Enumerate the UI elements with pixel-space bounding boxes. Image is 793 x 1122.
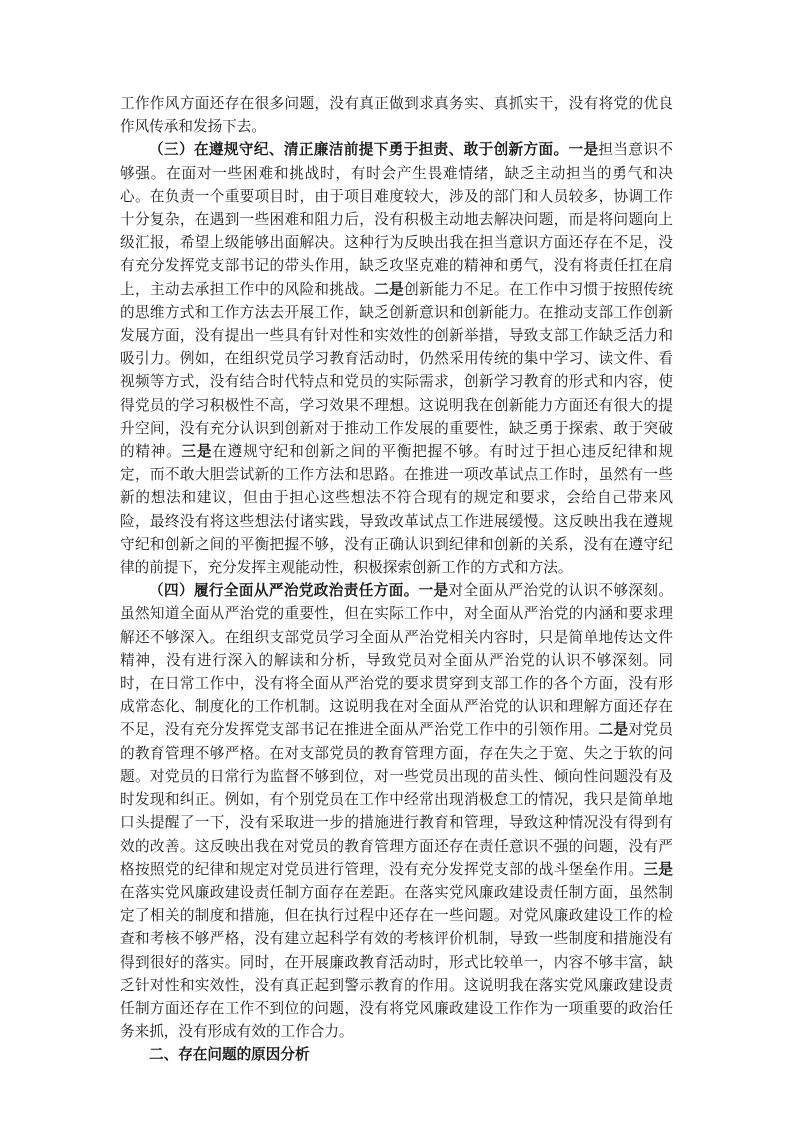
- paragraph-text: 工作作风方面还存在很多问题，没有真正做到求真务实、真抓实干，没有将党的优良作风传承和发扬下去。: [120, 95, 673, 136]
- paragraph-text: 担当意识不够强。在面对一些困难和挑战时，有时会产生畏难情绪，缺乏主动担当的勇气和决心。在负责一个重要项目时，由于项目难度较大，涉及的部门和人员较多，协调工作十分复杂，在遇到一些困难和阻力后，没有积极主动地去解决问题，而是将问题向上级汇报，希望上级能够出面解决。这种行为反映出我在担当意识方面还存在不足，没有充分发挥党支部书记的带头作用，缺乏攻坚克难的精神和勇气，没有将责任扛在肩上，主动去承担工作中的风险和挑战。: [120, 141, 673, 298]
- paragraph-work-style: [120, 92, 673, 138]
- paragraph-text: 对全面从严治党的认识不够深刻。虽然知道全面从严治党的重要性，但在实际工作中，对全面从严治党的内涵和要求理解还不够深入。在组织支部党员学习全面从严治党相关内容时，只是简单地传达文件精神，没有进行深入的解读和分析，导致党员对全面从严治党的认识不够深刻。同时，在日常工作中，没有将全面从严治党的要求贯穿到支部工作的各个方面，没有形成常态化、制度化的工作机制。这说明我在对全面从严治党的认识和理解方面还存在不足，没有充分发挥党支部书记在推进全面从严治党工作中的引领作用。: [120, 582, 673, 739]
- section-four-lead: （四）履行全面从严治党政治责任方面。一是: [149, 582, 449, 600]
- paragraph-text: 创新能力不足。在工作中习惯于按照传统的思维方式和工作方法去开展工作，缺乏创新意识和创新能力。在推动支部工作创新发展方面，没有提出一些具有针对性和实效性的创新举措，导致支部工作缺乏活力和吸引力。例如，在组织党员学习教育活动时，仍然采用传统的集中学习、读文件、看视频等方式，没有结合时代特点和党员的实际需求，创新学习教育的形式和内容，使得党员的学习积极性不高，学习效果不理想。这说明我在创新能力方面还有很大的提升空间，没有充分认识到创新对于推动工作发展的重要性，缺乏勇于探索、敢于突破的精神。: [120, 280, 673, 461]
- paragraph-text: 在遵规守纪和创新之间的平衡把握不够。有时过于担心违反纪律和规定，而不敢大胆尝试新的工作方法和思路。在推进一项改革试点工作时，虽然有一些新的想法和建议，但由于担心这些想法不符合现有的规定和要求，会给自己带来风险，最终没有将这些想法付诸实践，导致改革试点工作进展缓慢。这反映出我在遵规守纪和创新之间的平衡把握不够，没有正确认识到纪律和创新的关系，没有在遵守纪律的前提下，充分发挥主观能动性，积极探索创新工作的方式和方法。: [120, 443, 673, 577]
- point-two-marker: 二是: [598, 721, 629, 739]
- section-heading: 二、存在问题的原因分析: [149, 1046, 310, 1064]
- point-three-marker: 三是: [181, 443, 213, 461]
- paragraph-section-three: [120, 138, 673, 579]
- point-two-marker: 二是: [374, 280, 405, 298]
- section-three-lead: （三）在遵规守纪、清正廉洁前提下勇于担责、敢于创新方面。一是: [149, 141, 599, 159]
- paragraph-text: 对党员的教育管理不够严格。在对支部党员的教育管理方面，存在失之于宽、失之于软的问题。对党员的日常行为监督不够到位，对一些党员出现的苗头性、倾向性问题没有及时发现和纠正。例如，有个别党员在工作中经常出现消极怠工的情况，我只是简单地口头提醒了一下，没有采取进一步的措施进行教育和管理，导致这种情况没有得到有效的改善。这反映出我在对党员的教育管理方面还存在责任意识不强的问题，没有严格按照党的纪律和规定对党员进行管理，没有充分发挥党支部的战斗堡垒作用。: [120, 721, 673, 878]
- document-page: [120, 92, 673, 1067]
- paragraph-text: 在落实党风廉政建设责任制方面存在差距。在落实党风廉政建设责任制方面，虽然制定了相关的制度和措施，但在执行过程中还存在一些问题。对党风廉政建设工作的检查和考核不够严格，没有建立起科学有效的考核评价机制，导致一些制度和措施没有得到很好的落实。同时，在开展廉政教育活动时，形式比较单一，内容不够丰富，缺乏针对性和实效性，没有真正起到警示教育的作用。这说明我在落实党风廉政建设责任制方面还存在工作不到位的问题，没有将党风廉政建设工作作为一项重要的政治任务来抓，没有形成有效的工作合力。: [120, 883, 673, 1041]
- paragraph-section-four: [120, 579, 673, 1043]
- point-three-marker: 三是: [643, 860, 673, 878]
